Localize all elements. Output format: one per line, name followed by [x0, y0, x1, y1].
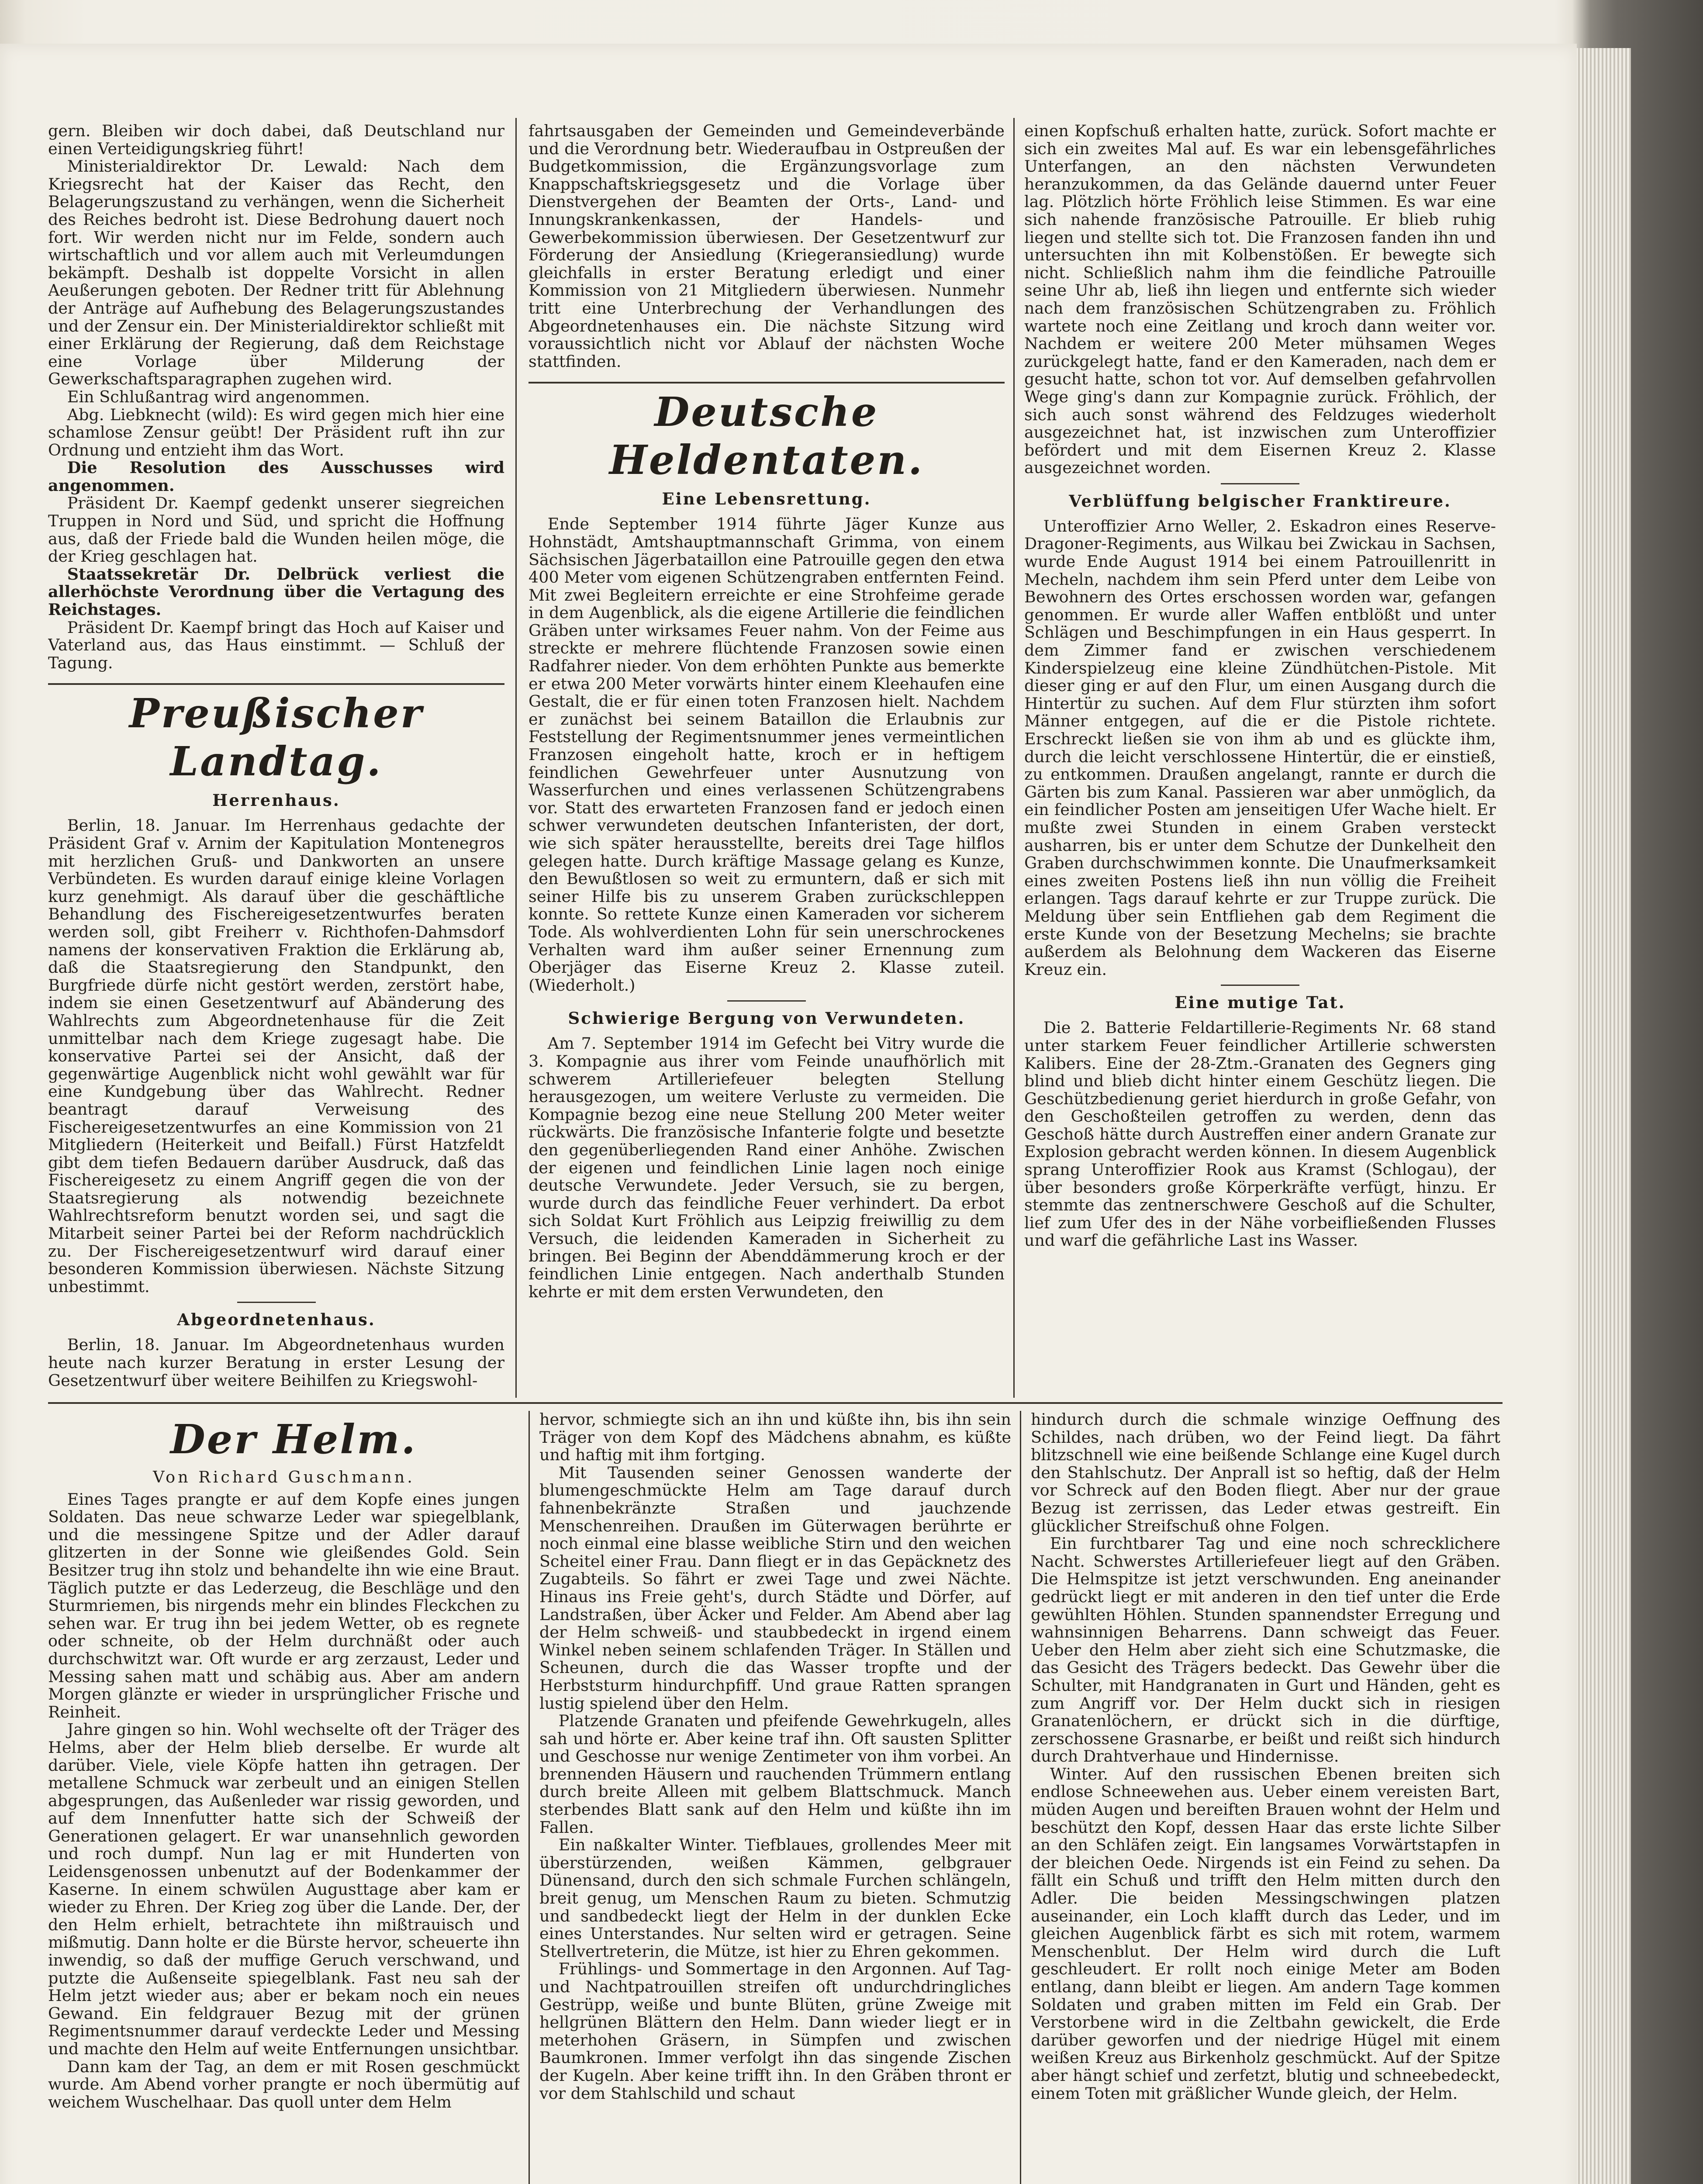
paragraph: Jahre gingen so hin. Wohl wechselte oft der Träger des Helms, aber der Helm blieb derselbe. Er wurde alt darüber. Viele, viele Köpfe hatten ihn getragen. Der metallene Schmuck war zerbeult und an einigen Stellen abgesprungen, das Außenleder war rissig geworden, und auf dem Innenfutter hatte sich der Schweiß der Generationen gelagert. Er war unansehnlich geworden und roch dumpf. Nun lag er mit Hunderten von Leidensgenossen unbenutzt auf der Bodenkammer der Kaserne. In einem schwülen Augusttage aber kam er wieder zu Ehren. Der Krieg zog über die Lande. Der, der den Helm erhielt, betrachtete ihn mißtrauisch und mißmutig. Dann holte er die Bürste hervor, scheuerte ihn inwendig, so daß der muffige Geruch verschwand, und putzte die Außenseite spiegelblank. Fast neu sah der Helm jetzt wieder aus; aber er bekam noch ein neues Gewand. Ein feldgrauer Bezug mit der grünen Regimentsnummer darauf verdeckte Leder und Messing und machte den Helm auf weite Entfernungen unsichtbar.: [48, 1720, 520, 2058]
column-top-right: [1024, 122, 1496, 1398]
lebensrettung-heading: Eine Lebensrettung.: [662, 489, 871, 509]
lebensrettung-story: Ende September 1914 führte Jäger Kunze aus Hohnstädt, Amtshauptmannschaft Grimma, von einem Sächsischen Jägerbataillon eine Patrouille gegen den etwa 400 Meter vom eigenen Schützengraben entfernten Feind. Mit zwei Begleitern erreichte er eine Strohfeime gerade in dem Augenblick, als die eigene Artillerie die feindlichen Gräben unter wirksames Feuer nahm. Von der Feime aus streckte er mehrere flüchtende Franzosen sowie einen Radfahrer nieder. Von dem erhöhten Punkte aus bemerkte er etwa 200 Meter vorwärts hinter einem Kleehaufen eine Gestalt, die er für einen toten Franzosen hielt. Nachdem er zunächst bei seinem Bataillon die Erlaubnis zur Feststellung der Regimentsnummer jenes vermeintlichen Franzosen eingeholt hatte, kroch er in heftigem feindlichen Gewehrfeuer unter Ausnutzung von Wasserfurchen und eines verlassenen Schützengrabens vor. Statt des erwarteten Franzosen fand er jedoch einen schwer verwundeten deutschen Infanteristen, der dort, wie sich später herausstellte, bereits drei Tage hilflos gelegen hatte. Durch kräftige Massage gelang es Kunze, den Bewußtlosen so weit zu ermuntern, daß er sich mit seiner Hilfe bis zu unserem Graben zurückschleppen konnte. So rettete Kunze einen Kameraden vor sicherem Tode. Als wohlverdienten Lohn für sein unerschrockenes Verhalten ward ihm außer seiner Ernennung zum Oberjäger das Eiserne Kreuz 2. Klasse zuteil. (Wiederholt.): [529, 515, 1005, 995]
paragraph: Ein furchtbarer Tag und eine noch schrecklichere Nacht. Schwerstes Artilleriefeuer liegt auf den Gräben. Die Helmspitze ist jetzt verschwunden. Eng aneinander gedrückt liegt er mit anderen in den tief unter die Erde gewühlten Höhlen. Stunden spannendster Erregung und wahnsinnigen Beharrens. Dann schweigt das Feuer. Ueber den Helm aber zieht sich eine Schutzmaske, die das Gesicht des Trägers bedeckt. Das Gewehr über die Schulter, mit Handgranaten in Gurt und Händen, geht es zum Angriff vor. Der Helm duckt sich in riesigen Granatenlöchern, er drückt sich in die dürftige, zerschossene Grasnarbe, er beißt und reißt sich hindurch durch Drahtverhaue und Hindernisse.: [1031, 1534, 1500, 1766]
newspaper-page: [0, 44, 1577, 2184]
abgeordnetenhaus-report: Berlin, 18. Januar. Im Abgeordnetenhaus wurden heute nach kurzer Beratung in erster Lesung der Gesetzentwurf über weitere Beihilfen zu Kriegswohl-: [48, 1335, 504, 1390]
page-stack-edge: [1572, 48, 1631, 2184]
paragraph: Winter. Auf den russischen Ebenen breiten sich endlose Schneewehen aus. Ueber einem vereisten Bart, müden Augen und bereiften Brauen wohnt der Helm und beschützt den Kopf, dessen Haar das erste lichte Silber an den Schläfen zeigt. Ein langsames Vorwärtstapfen in der bleichen Oede. Nirgends ist ein Feind zu sehen. Da fällt ein Schuß und trifft den Helm mitten durch den Adler. Die beiden Messingschwingen platzen auseinander, ein Loch klafft durch das Leder, und im gleichen Augenblick färbt es sich mit rotem, warmem Menschenblut. Der Helm wird durch die Luft geschleudert. Er rollt noch einige Meter am Boden entlang, dann bleibt er liegen. Am andern Tage kommen Soldaten und graben mitten im Feld ein Grab. Der Verstorbene wird in die Zeltbahn gewickelt, die Erde darüber geworfen und der niedrige Hügel mit einem weißen Kreuz aus Birkenholz geschmückt. Auf der Spitze aber hängt schief und zerfetzt, blutig und schneebedeckt, einem Toten mit gräßlicher Wunde gleich, der Helm.: [1031, 1764, 1500, 2103]
paragraph: gern. Bleiben wir doch dabei, daß Deutschland nur einen Verteidigungskrieg führt!: [48, 122, 504, 158]
paragraph: Abg. Liebknecht (wild): Es wird gegen mich hier eine schamlose Zensur geübt! Der Präsident ruft ihn zur Ordnung und entzieht ihm das Wort.: [48, 405, 504, 460]
short-divider: [1221, 985, 1299, 986]
paragraph: Die Resolution des Ausschusses wird angenommen.: [48, 458, 504, 495]
paragraph: Platzende Granaten und pfeifende Gewehrkugeln, alles sah und hörte er. Aber keine traf ihn. Oft sausten Splitter und Geschosse nur wenige Zentimeter von ihm vorbei. An brennenden Häusern und rauchenden Trümmern entlang durch breite Alleen mit gelbem Blattschmuck. Manch sterbendes Blatt sank auf den Helm und küßte ihn im Fallen.: [539, 1711, 1011, 1837]
helm-title: Der Helm.: [170, 1416, 417, 1463]
paragraph: hindurch durch die schmale winzige Oeffnung des Schildes, nach drüben, wo der Feind liegt. Da fährt blitzschnell wie eine beißende Schlange eine Kugel durch den Stahlschutz. Der Anprall ist so heftig, daß der Helm vor Schreck auf den Boden fliegt. Aber nur der graue Bezug ist zerrissen, das Leder etwas gestreift. Ein glücklicher Streifschuß ohne Folgen.: [1031, 1411, 1500, 1535]
paragraph: Mit Tausenden seiner Genossen wanderte der blumengeschmückte Helm am Tage darauf durch fahnenbekränzte Straßen und jauchzende Menschenreihen. Draußen im Güterwagen berührte er noch einmal eine blasse weibliche Stirn und den weichen Scheitel einer Frau. Dann fliegt er in das Gepäcknetz des Zugabteils. So fährt er zwei Tage und zwei Nächte. Hinaus ins Freie geht's, durch Städte und Dörfer, auf Landstraßen, über Äcker und Felder. Am Abend aber lag der Helm schweiß- und staubbedeckt in irgend einem Winkel neben seinem schlafenden Träger. In Ställen und Scheunen, durch die das Wasser tropfte und der Herbststurm hindurchpfiff. Und graue Ratten sprangen lustig spielend über den Helm.: [539, 1463, 1011, 1713]
paragraph: Frühlings- und Sommertage in den Argonnen. Auf Tag- und Nachtpatrouillen streifen oft undurchdringliches Gestrüpp, weiße und bunte Blüten, grüne Zweige mit hellgrünen Blättern den Helm. Dann wieder liegt er in meterhohen Gräsern, in Sümpfen und zwischen Baumkronen. Immer verfolgt ihn das singende Zischen der Kugeln. Aber keine trifft ihn. In den Gräben thront er vor dem Stahlschild und schaut: [539, 1959, 1011, 2103]
paragraph: Eines Tages prangte er auf dem Kopfe eines jungen Soldaten. Das neue schwarze Leder war spiegelblank, und die messingene Spitze und der Adler darauf glitzerten in der Sonne wie gleißendes Gold. Sein Besitzer trug ihn stolz und behandelte ihn wie eine Braut. Täglich putzte er das Lederzeug, die Beschläge und den Sturmriemen, bis nirgends mehr ein blindes Fleckchen zu sehen war. Er trug ihn bei jedem Wetter, ob es regnete oder schneite, ob der Helm durchnäßt oder auch durchschwitzt war. Oft wurde er arg zerzaust, Leder und Messing sahen matt und schäbig aus. Aber am andern Morgen glänzte er wieder in ursprünglicher Frische und Reinheit.: [48, 1489, 520, 1721]
helm-column-3: [1031, 1411, 1500, 2184]
paragraph: Dann kam der Tag, an dem er mit Rosen geschmückt wurde. Am Abend vorher prangte er noch übermütig auf weichem Wuschelhaar. Das quoll unter dem Helm: [48, 2057, 520, 2111]
heldentaten-title: Deutsche Heldentaten.: [609, 388, 924, 484]
column-rule: [1020, 1411, 1021, 2184]
reichstag-report: [48, 122, 504, 672]
paragraph: Präsident Dr. Kaempf bringt das Hoch auf Kaiser und Vaterland aus, das Haus einstimmt. — Schluß der Tagung.: [48, 618, 504, 672]
helm-byline: Von Richard Guschmann.: [153, 1468, 415, 1486]
short-divider: [727, 1000, 806, 1002]
abgeordnetenhaus-heading: Abgeordnetenhaus.: [177, 1310, 376, 1330]
paragraph: Präsident Dr. Kaempf gedenkt unserer siegreichen Truppen in Nord und Süd, und spricht die Hoffnung aus, daß der Friede bald die Wunden heilen möge, die der Krieg geschlagen hat.: [48, 494, 504, 566]
feuilleton-divider: [48, 1402, 1503, 1404]
section-divider: [529, 382, 1005, 384]
landtag-title: Preußischer Landtag.: [129, 690, 424, 785]
helm-column-1: [48, 1411, 520, 2184]
paragraph: Ein naßkalter Winter. Tiefblaues, grollendes Meer mit überstürzenden, weißen Kämmen, gelbgrauer Dünensand, durch den sich schmale Furchen schlängeln, breit genug, um Menschen Raum zu bieten. Schmutzig und sandbedeckt liegt der Helm in der dunklen Ecke eines Unterstandes. Nur selten wird er getragen. Seine Stellvertreterin, die Mütze, ist hier zu Ehren gekommen.: [539, 1835, 1011, 1961]
tat-heading: Eine mutige Tat.: [1174, 993, 1346, 1013]
tat-story: Die 2. Batterie Feldartillerie-Regiments Nr. 68 stand unter starkem Feuer feindlicher Artillerie schwersten Kalibers. Eine der 28-Ztm.-Granaten des Gegners ging blind und blieb dicht hinter einem Geschütz liegen. Die Geschützbedienung geriet hierdurch in große Gefahr, von den Geschoßteilen getroffen zu werden, denn das Geschoß hätte durch Austreffen einer andern Granate zur Explosion gebracht werden können. In diesem Augenblick sprang Unteroffizier Rook aus Kramst (Schlogau), der über besonders große Körperkräfte verfügt, hinzu. Er stemmte das zentnerschwere Geschoß auf die Schulter, lief zum Ufer des in der Nähe vorbeifließenden Flusses und warf die gefährliche Last ins Wasser.: [1024, 1018, 1496, 1250]
short-divider: [237, 1302, 316, 1303]
paragraph: Ministerialdirektor Dr. Lewald: Nach dem Kriegsrecht hat der Kaiser das Recht, den Belagerungszustand zu verhängen, wenn die Sicherheit des Reiches bedroht ist. Diese Bedrohung dauert noch fort. Wir werden nicht nur im Felde, sondern auch wirtschaftlich und vor allem auch mit Verleumdungen bekämpft. Deshalb ist doppelte Vorsicht in allen Aeußerungen geboten. Der Redner tritt für Ablehnung der Anträge auf Aufhebung des Belagerungszustandes und der Zensur ein. Der Ministerialdirektor schließt mit einer Erklärung der Regierung, daß dem Reichstage eine Vorlage über Milderung der Gewerkschaftsparagraphen zugehen wird.: [48, 157, 504, 389]
paragraph: Ein Schlußantrag wird angenommen.: [67, 387, 370, 406]
verbluffung-heading: Verblüffung belgischer Franktireure.: [1069, 491, 1451, 511]
paragraph: hervor, schmiegte sich an ihn und küßte ihn, bis ihn sein Träger von dem Kopf des Mädchens abnahm, es küßte und haftig mit ihm fortging.: [539, 1411, 1011, 1465]
bergung-heading: Schwierige Bergung von Verwundeten.: [568, 1009, 965, 1028]
herrenhaus-heading: Herrenhaus.: [212, 791, 340, 810]
helm-column-2: [539, 1411, 1011, 2184]
column-top-middle: [529, 122, 1005, 1398]
bergung-story: Am 7. September 1914 im Gefecht bei Vitry wurde die 3. Kompagnie aus ihrer vom Feinde unaufhörlich mit schwerem Artilleriefeuer belegten Stellung herausgezogen, um weitere Verluste zu vermeiden. Die Kompagnie bezog eine neue Stellung 200 Meter weiter rückwärts. Die französische Infanterie folgte und besetzte den gegenüberliegenden Rand einer Anhöhe. Zwischen der eigenen und feindlichen Linie lagen noch einige deutsche Verwundete. Jeder Versuch, sie zu bergen, wurde durch das feindliche Feuer verhindert. Da erbot sich Soldat Kurt Fröhlich aus Leipzig freiwillig zu dem Versuch, die leidenden Kameraden in Sicherheit zu bringen. Bei Beginn der Abenddämmerung kroch er der feindlichen Linie entgegen. Nach anderthalb Stunden kehrte er mit dem ersten Verwundeten, den: [529, 1034, 1005, 1301]
column-rule: [529, 1411, 530, 2184]
column-top-left: [48, 122, 504, 1398]
paragraph: Staatssekretär Dr. Delbrück verliest die allerhöchste Verordnung über die Vertagung des Reichstages.: [48, 564, 504, 619]
section-divider: [48, 683, 504, 685]
herrenhaus-report: Berlin, 18. Januar. Im Herrenhaus gedachte der Präsident Graf v. Arnim der Kapitulation Montenegros mit herzlichen Gruß- und Dankworten an unsere Verbündeten. Es wurden darauf einige kleine Vorlagen kurz genehmigt. Als darauf über die geschäftliche Behandlung des Fischereigesetzentwurfes beraten werden soll, gibt Freiherr v. Richthofen-Dahmsdorf namens der konservativen Fraktion die Erklärung ab, daß die Staatsregierung den Standpunkt, den Burgfriede dürfe nicht gestört werden, zerstört habe, indem sie einen Gesetzentwurf auf Abänderung des Wahlrechts zum Abgeordnetenhause für die Zeit unmittelbar nach dem Kriege zugesagt habe. Die konservative Partei sei der Ansicht, daß der gegenwärtige Augenblick nicht wohl gewählt war für eine Kundgebung über das Wahlrecht. Redner beantragt darauf Verweisung des Fischereigesetzentwurfes an eine Kommission von 21 Mitgliedern (Heiterkeit und Beifall.) Fürst Hatzfeldt gibt dem tiefen Bedauern darüber Ausdruck, daß das Fischereigesetz zu einem Angriff gegen die von der Staatsregierung als notwendig bezeichnete Wahlrechtsreform benutzt worden sei, und sagt die Mitarbeit seiner Partei bei der Reform nachdrücklich zu. Der Fischereigesetzentwurf wird darauf einer besonderen Kommission überwiesen. Nächste Sitzung unbestimmt.: [48, 816, 504, 1296]
short-divider: [1221, 483, 1299, 484]
verbluffung-story: Unteroffizier Arno Weller, 2. Eskadron eines Reserve-Dragoner-Regiments, aus Wilkau bei Zwickau in Sachsen, wurde Ende August 1914 bei einem Patrouillenritt in Mecheln, nachdem ihm sein Pferd unter dem Leibe von Bewohnern des Ortes erschossen worden war, gefangen genommen. Er wurde aller Waffen entblößt und unter Schlägen und Beschimpfungen in ein Haus gesperrt. In dem Zimmer fand er zwischen verschiedenem Kinderspielzeug eine kleine Zündhütchen-Pistole. Mit dieser ging er auf den Flur, um einen Ausgang durch die Hintertür zu suchen. Auf dem Flur stürzten ihm sofort Männer entgegen, auf die er die Pistole richtete. Erschreckt ließen sie von ihm ab und es glückte ihm, durch die leicht verschlossene Hintertür, die er einstieß, zu entkommen. Draußen angelangt, rannte er durch die Gärten bis zum Kanal. Passieren war aber unmöglich, da ein feindlicher Posten am jenseitigen Ufer Wache hielt. Er mußte zwei Stunden in einem Graben versteckt ausharren, bis er unter dem Schutze der Dunkelheit den Graben durchschwimmen konnte. Die Unaufmerksamkeit eines zweiten Postens ließ ihn nun völlig die Freiheit erlangen. Tags darauf kehrte er zur Truppe zurück. Die Meldung über sein Entfliehen gab dem Regiment die erste Kunde von der Besetzung Mechelns; sie brachte außerdem als Belohnung dem Wackeren das Eiserne Kreuz ein.: [1024, 516, 1496, 979]
column-rule: [1013, 118, 1015, 1398]
paragraph: fahrtsausgaben der Gemeinden und Gemeindeverbände und die Verordnung betr. Wiederaufbau in Ostpreußen der Budgetkommission, die Ergänzungsvorlage zum Knappschaftskriegsgesetz und die Vorlage über Dienstvergehen der Beamten der Orts-, Land- und Innungskrankenkassen, der Handels- und Gewerbekommission überwiesen. Der Gesetzentwurf zur Förderung der Ansiedlung (Kriegeransiedlung) wurde gleichfalls in erster Beratung erledigt und einer Kommission von 21 Mitgliedern überwiesen. Nunmehr tritt eine Unterbrechung der Verhandlungen des Abgeordnetenhauses ein. Die nächste Sitzung wird voraussichtlich nicht vor Ablauf der nächsten Woche stattfinden.: [529, 122, 1005, 371]
column-rule: [515, 118, 517, 1398]
paragraph: einen Kopfschuß erhalten hatte, zurück. Sofort machte er sich ein zweites Mal auf. Es war ein lebensgefährliches Unterfangen, an den nächsten Verwundeten heranzukommen, da das Gelände dauernd unter Feuer lag. Plötzlich hörte Fröhlich leise Stimmen. Es war eine sich nahende französische Patrouille. Er blieb ruhig liegen und stellte sich tot. Die Franzosen fanden ihn und untersuchten ihn mit Kolbenstößen. Er bewegte sich nicht. Schließlich nahm ihm die feindliche Patrouille seine Uhr ab, ließ ihn liegen und entfernte sich wieder nach dem französischen Schützengraben zu. Fröhlich wartete noch eine Zeitlang und kroch dann weiter vor. Nachdem er weitere 200 Meter mühsamen Weges zurückgelegt hatte, fand er den Kameraden, nach dem er gesucht hatte, schon tot vor. Auf demselben gefahrvollen Wege ging's dann zur Kompagnie zurück. Fröhlich, der sich auch sonst während des Feldzuges wiederholt ausgezeichnet hat, ist inzwischen zum Unteroffizier befördert und mit dem Eisernen Kreuz 2. Klasse ausgezeichnet worden.: [1024, 122, 1496, 477]
